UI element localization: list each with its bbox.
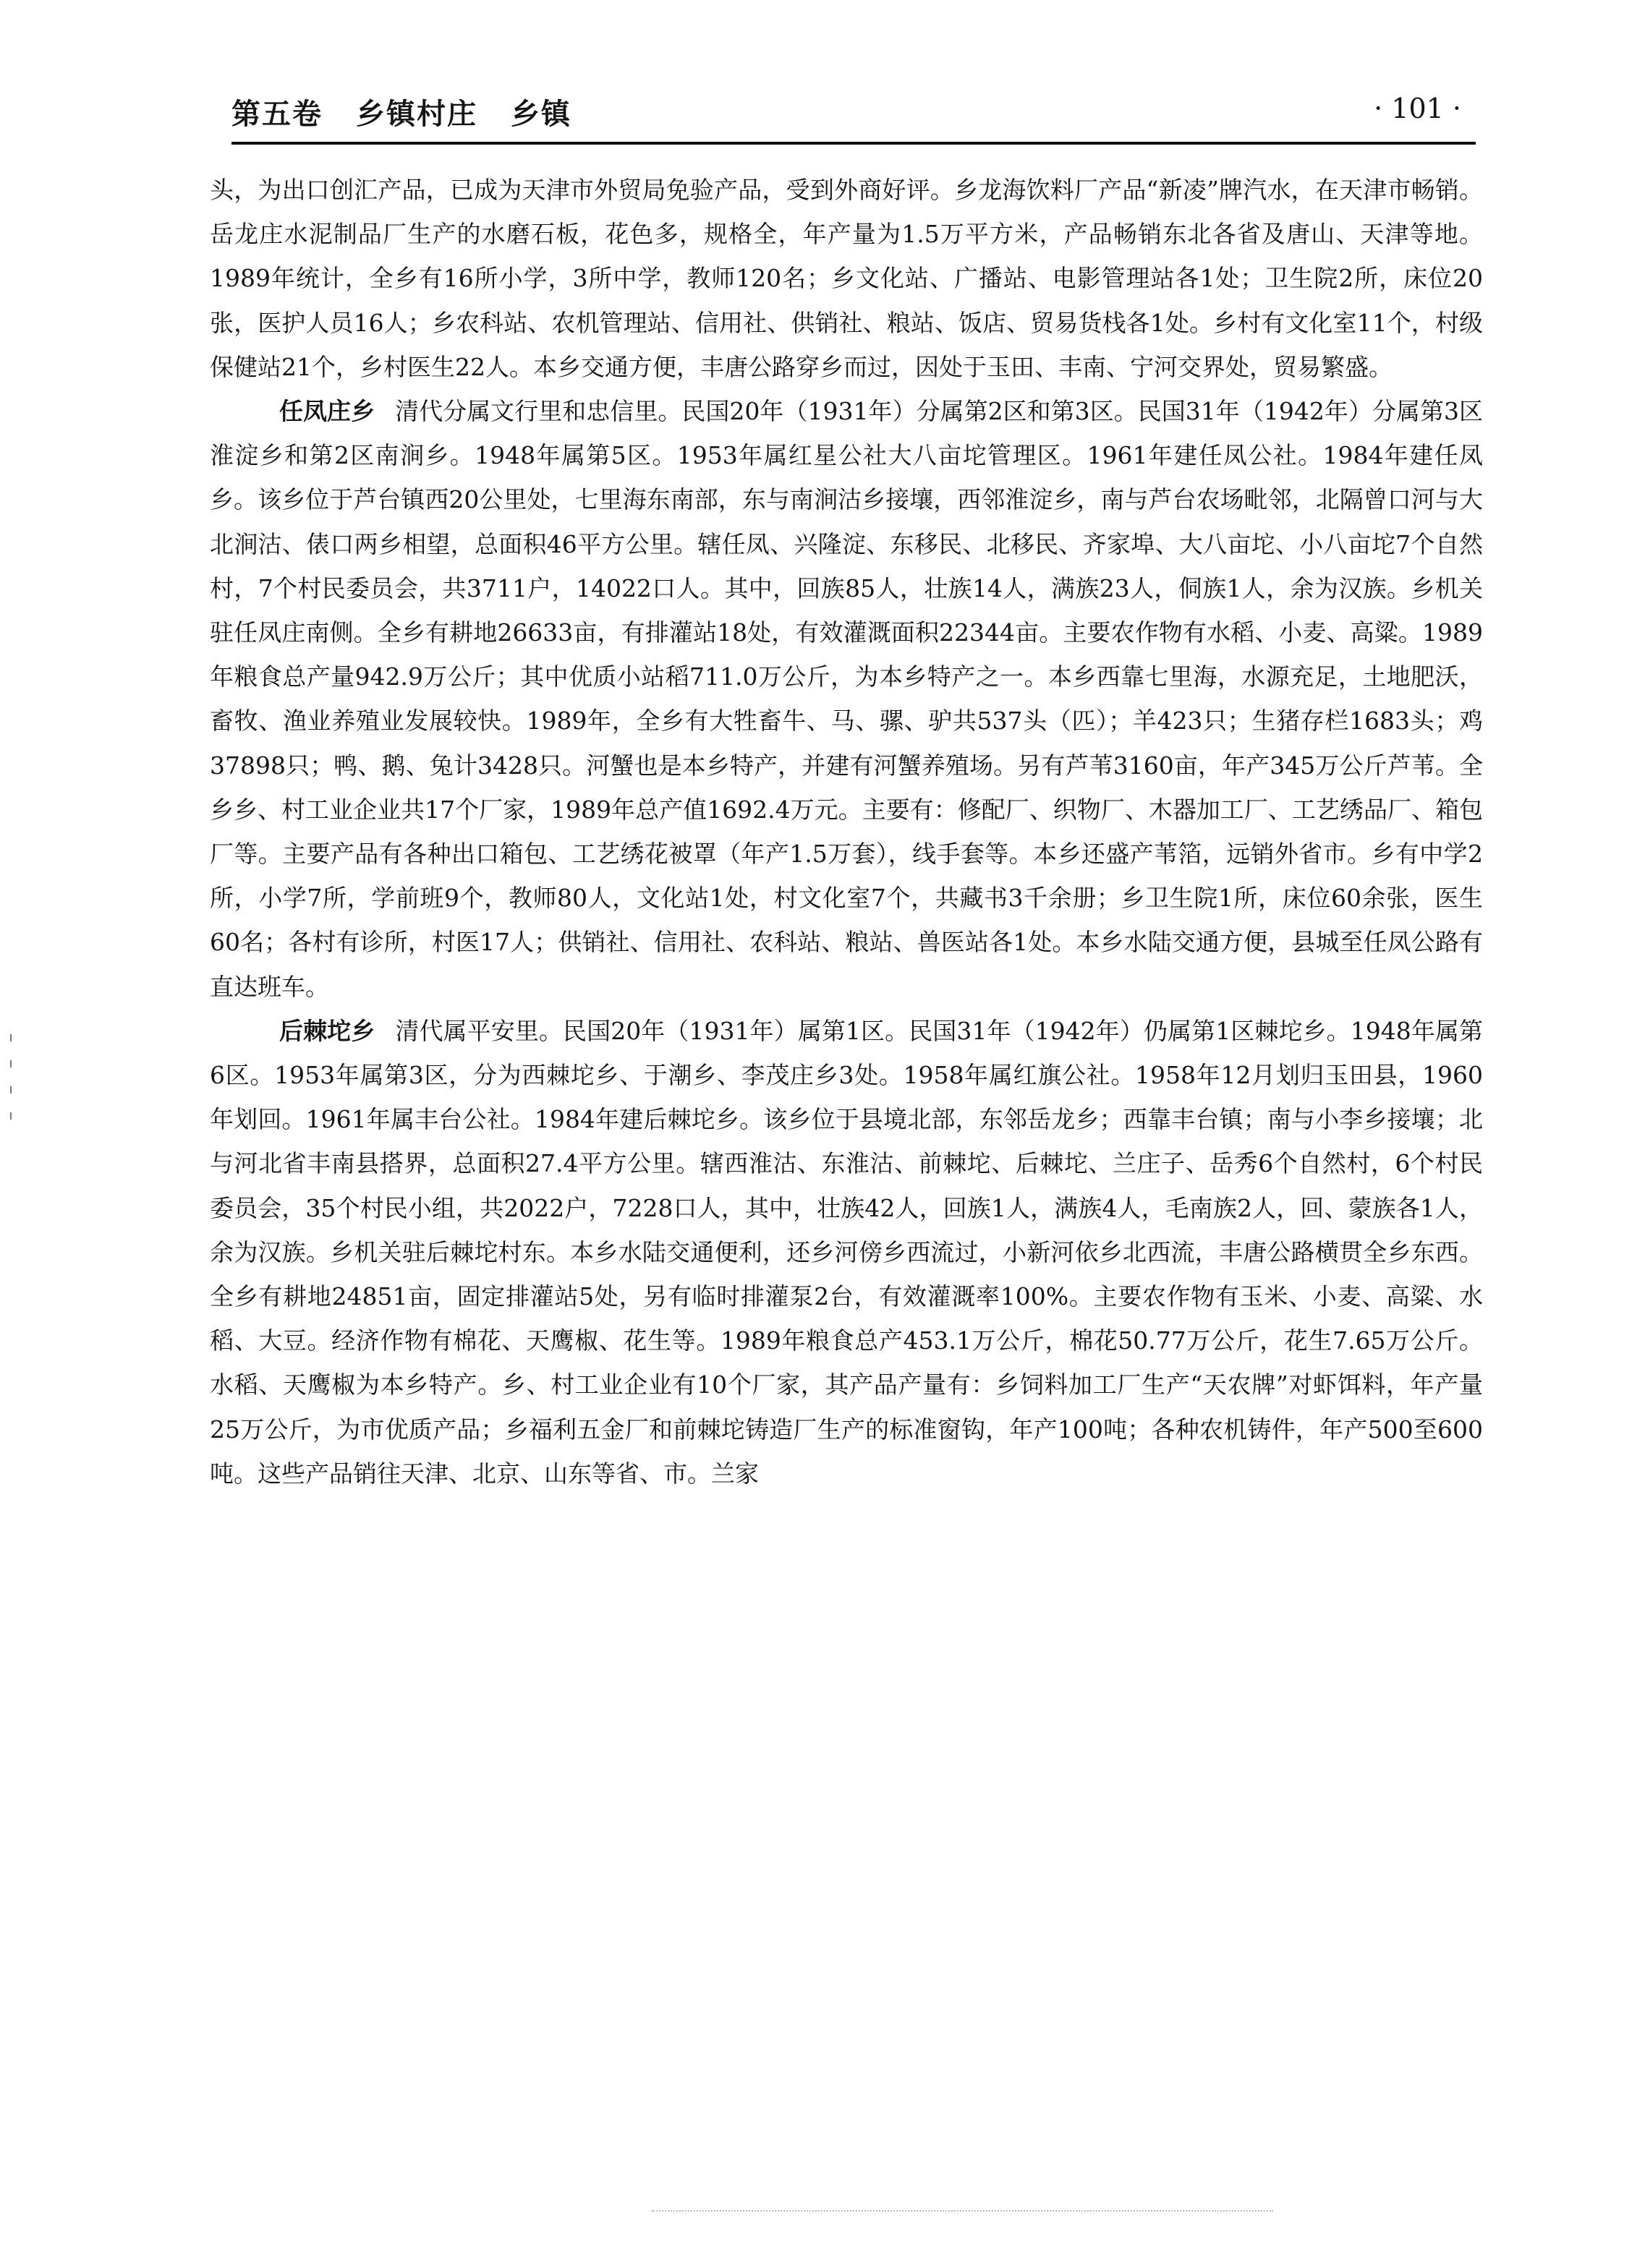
- paragraph-text: 头，为出口创汇产品，已成为天津市外贸局免验产品，受到外商好评。乡龙海饮料厂产品“新凌”牌汽水，在天津市畅销。岳龙庄水泥制品厂生产的水磨石板，花色多，规格全，年产量为1.5万平方米，产品畅销东北各省及唐山、天津等地。1989年统计，全乡有16所小学，3所中学，教师120名；乡文化站、广播站、电影管理站各1处；卫生院2所，床位20张，医护人员16人；乡农科站、农机管理站、信用社、供销社、粮站、饭店、贸易货栈各1处。乡村有文化室11个，村级保健站21个，乡村医生22人。本乡交通方便，丰唐公路穿乡而过，因处于玉田、丰南、宁河交界处，贸易繁盛。: [210, 176, 1483, 381]
- subsection-label: 乡镇: [511, 98, 571, 131]
- paragraph-renfengzhuang: [210, 389, 1483, 1009]
- paragraph-continued: [210, 168, 1483, 389]
- section-label: 乡镇村庄: [356, 98, 477, 131]
- scan-specks: [651, 2210, 1273, 2216]
- page-header: [231, 85, 1476, 137]
- header-rule: [231, 142, 1476, 145]
- running-title: [231, 91, 605, 132]
- paragraph-houjituo: [210, 1009, 1483, 1496]
- township-name: 任凤庄乡: [279, 397, 375, 426]
- page-number: · 101 ·: [1374, 93, 1461, 124]
- body-text: [210, 168, 1483, 1496]
- township-name: 后棘坨乡: [279, 1016, 375, 1045]
- volume-label: 第五卷: [231, 98, 323, 131]
- paragraph-text: 清代分属文行里和忠信里。民国20年（1931年）分属第2区和第3区。民国31年（1942年）分属第3区淮淀乡和第2区南涧乡。1948年属第5区。1953年属红星公社大八亩坨管理区。1961年建任凤公社。1984年建任凤乡。该乡位于芦台镇西20公里处，七里海东南部，东与南涧沽乡接壤，西邻淮淀乡，南与芦台农场毗邻，北隔曾口河与大北涧沽、俵口两乡相望，总面积46平方公里。辖任凤、兴隆淀、东移民、北移民、齐家埠、大八亩坨、小八亩坨7个自然村，7个村民委员会，共3711户，14022口人。其中，回族85人，壮族14人，满族23人，侗族1人，余为汉族。乡机关驻任凤庄南侧。全乡有耕地26633亩，有排灌站18处，有效灌溉面积22344亩。主要农作物有水稻、小麦、高粱。1989年粮食总产量942.9万公斤；其中优质小站稻711.0万公斤，为本乡特产之一。本乡西靠七里海，水源充足，土地肥沃，畜牧、渔业养殖业发展较快。1989年，全乡有大牲畜牛、马、骡、驴共537头（匹）；羊423只；生猪存栏1683头；鸡37898只；鸭、鹅、兔计3428只。河蟹也是本乡特产，并建有河蟹养殖场。另有芦苇3160亩，年产345万公斤芦苇。全乡乡、村工业企业共17个厂家，1989年总产值1692.4万元。主要有：修配厂、织物厂、木器加工厂、工艺绣品厂、箱包厂等。主要产品有各种出口箱包、工艺绣花被罩（年产1.5万套），线手套等。本乡还盛产苇箔，远销外省市。乡有中学2所，小学7所，学前班9个，教师80人，文化站1处，村文化室7个，共藏书3千余册；乡卫生院1所，床位60余张，医生60名；各村有诊所，村医17人；供销社、信用社、农科站、粮站、兽医站各1处。本乡水陆交通方便，县城至任凤公路有直达班车。: [210, 397, 1483, 1001]
- paragraph-text: 清代属平安里。民国20年（1931年）属第1区。民国31年（1942年）仍属第1区棘坨乡。1948年属第6区。1953年属第3区，分为西棘坨乡、于潮乡、李茂庄乡3处。1958年属红旗公社。1958年12月划归玉田县，1960年划回。1961年属丰台公社。1984年建后棘坨乡。该乡位于县境北部，东邻岳龙乡；西靠丰台镇；南与小李乡接壤；北与河北省丰南县搭界，总面积27.4平方公里。辖西淮沽、东淮沽、前棘坨、后棘坨、兰庄子、岳秀6个自然村，6个村民委员会，35个村民小组，共2022户，7228口人，其中，壮族42人，回族1人，满族4人，毛南族2人，回、蒙族各1人，余为汉族。乡机关驻后棘坨村东。本乡水陆交通便利，还乡河傍乡西流过，小新河依乡北西流，丰唐公路横贯全乡东西。全乡有耕地24851亩，固定排灌站5处，另有临时排灌泵2台，有效灌溉率100%。主要农作物有玉米、小麦、高粱、水稻、大豆。经济作物有棉花、天鹰椒、花生等。1989年粮食总产453.1万公斤，棉花50.77万公斤，花生7.65万公斤。水稻、天鹰椒为本乡特产。乡、村工业企业有10个厂家，其产品产量有：乡饲料加工厂生产“天农牌”对虾饵料，年产量25万公斤，为市优质产品；乡福利五金厂和前棘坨铸造厂生产的标准窗钩，年产100吨；各种农机铸件，年产500至600吨。这些产品销往天津、北京、山东等省、市。兰家: [210, 1016, 1484, 1488]
- margin-marks: [9, 1034, 13, 1150]
